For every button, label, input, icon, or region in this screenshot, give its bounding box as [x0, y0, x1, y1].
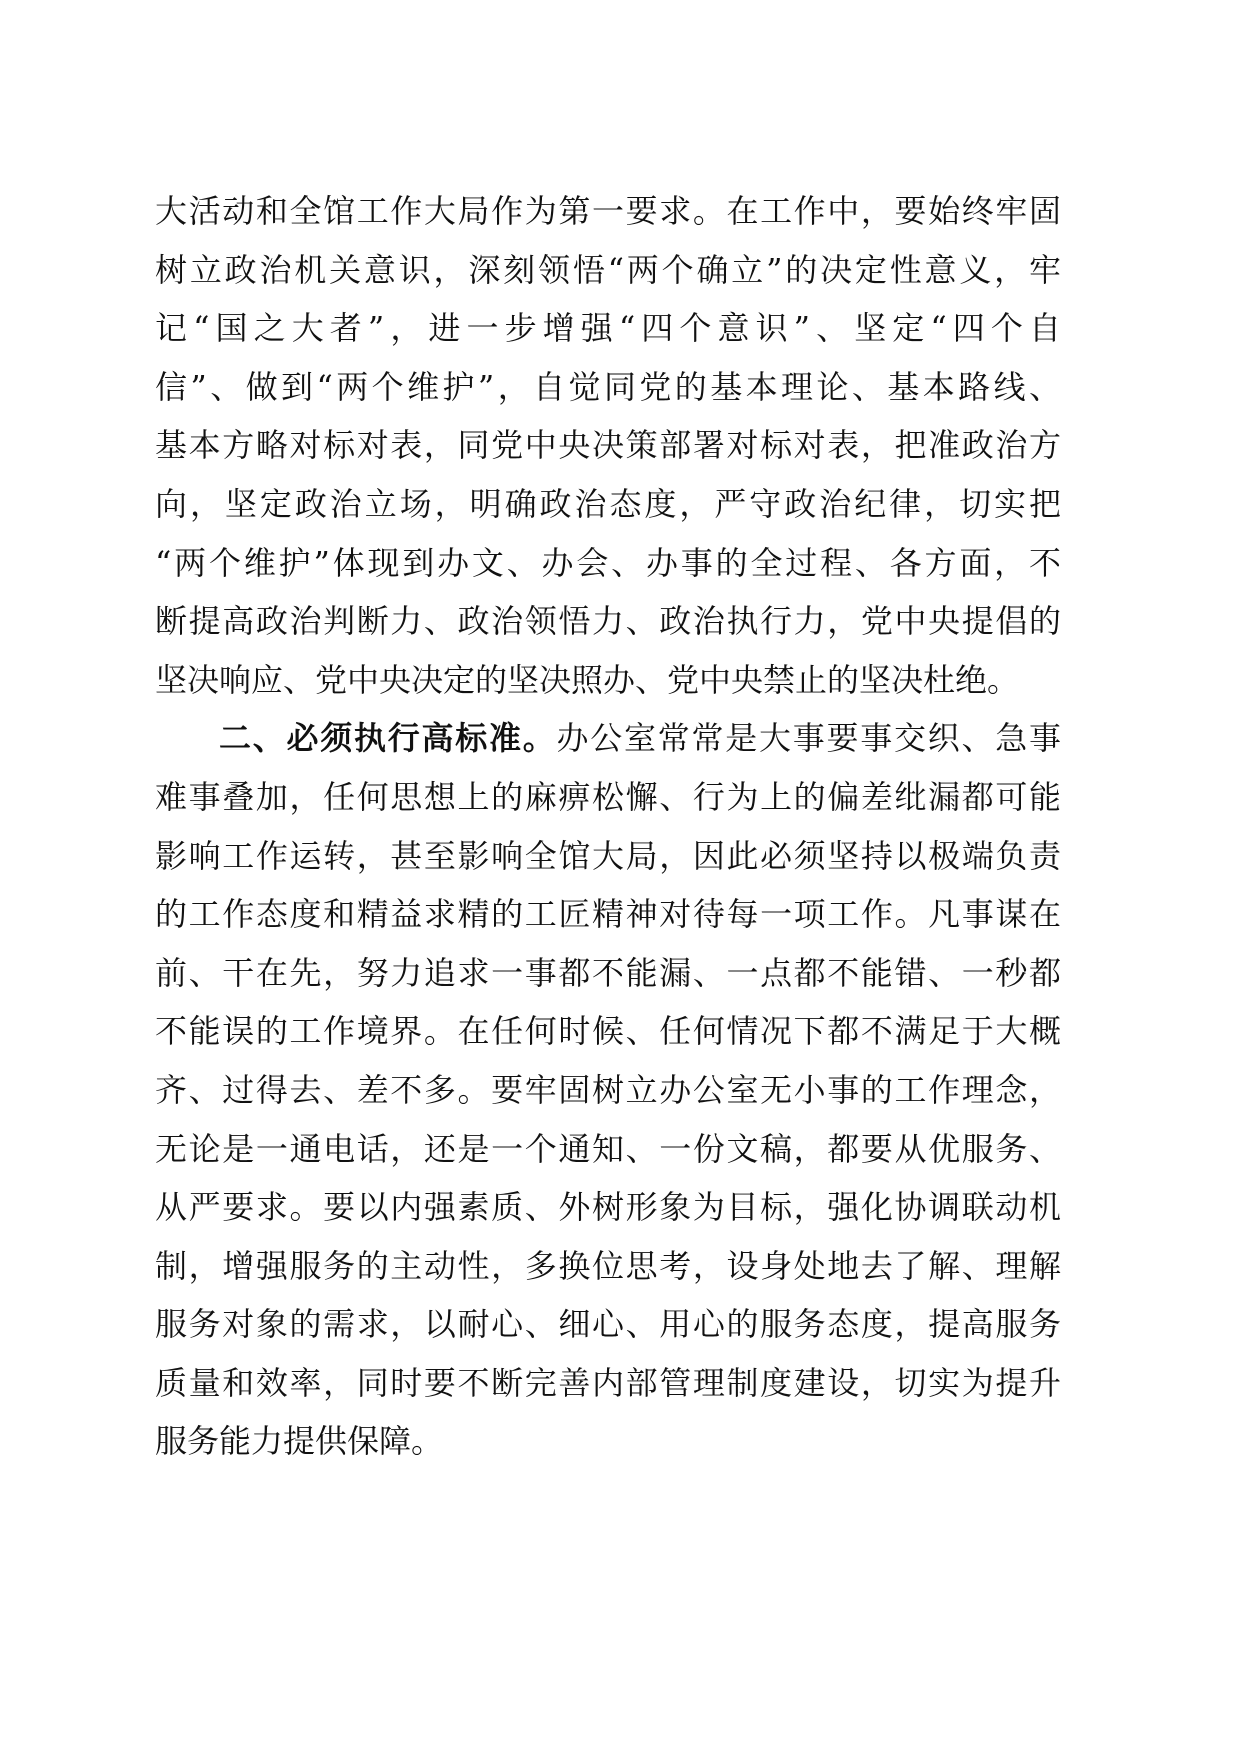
paragraph-1-line: 基本方略对标对表，同党中央决策部署对标对表，把准政治方: [155, 426, 1061, 465]
paragraph-2-line: 制，增强服务的主动性，多换位思考，设身处地去了解、理解: [155, 1246, 1061, 1285]
paragraph-2-first-line: [155, 709, 1061, 768]
paragraph-1-line: 树立政治机关意识，深刻领悟“两个确立”的决定性意义，牢: [155, 250, 1061, 289]
paragraph-2-line: 的工作态度和精益求精的工匠精神对待每一项工作。凡事谋在: [155, 895, 1061, 934]
paragraph-2-line: 从严要求。要以内强素质、外树形象为目标，强化协调联动机: [155, 1188, 1061, 1227]
paragraph-2-line: 前、干在先，努力追求一事都不能漏、一点都不能错、一秒都: [155, 953, 1061, 992]
paragraph-1-line: 信”、做到“两个维护”，自觉同党的基本理论、基本路线、: [155, 367, 1061, 406]
paragraph-2-line: 影响工作运转，甚至影响全馆大局，因此必须坚持以极端负责: [155, 836, 1061, 875]
paragraph-1-line: 坚决响应、党中央决定的坚决照办、党中央禁止的坚决杜绝。: [155, 660, 1020, 699]
paragraph-2-line: 服务能力提供保障。: [155, 1422, 444, 1461]
paragraph-2-line: 难事叠加，任何思想上的麻痹松懈、行为上的偏差纰漏都可能: [155, 777, 1061, 816]
paragraph-1-line: 大活动和全馆工作大局作为第一要求。在工作中，要始终牢固: [155, 192, 1061, 230]
paragraph-2-line: 质量和效率，同时要不断完善内部管理制度建设，切实为提升: [155, 1363, 1061, 1402]
paragraph-2-line: 无论是一通电话，还是一个通知、一份文稿，都要从优服务、: [155, 1129, 1061, 1168]
body-text: [155, 182, 1061, 1471]
paragraph-1-line: 向，坚定政治立场，明确政治态度，严守政治纪律，切实把: [155, 484, 1061, 523]
paragraph-2-line: 服务对象的需求，以耐心、细心、用心的服务态度，提高服务: [155, 1305, 1061, 1344]
paragraph-1-line: 断提高政治判断力、政治领悟力、政治执行力，党中央提倡的: [155, 602, 1061, 641]
section-heading: 二、必须执行高标准。: [219, 719, 557, 758]
paragraph-2-first-line-text: 办公室常常是大事要事交织、急事: [556, 719, 1061, 758]
paragraph-1-line: 记“国之大者”，进一步增强“四个意识”、坚定“四个自: [155, 309, 1061, 348]
paragraph-2-line: 齐、过得去、差不多。要牢固树立办公室无小事的工作理念，: [155, 1070, 1061, 1109]
paragraph-2-line: 不能误的工作境界。在任何时候、任何情况下都不满足于大概: [155, 1012, 1061, 1051]
paragraph-1-line: “两个维护”体现到办文、办会、办事的全过程、各方面，不: [155, 543, 1061, 582]
